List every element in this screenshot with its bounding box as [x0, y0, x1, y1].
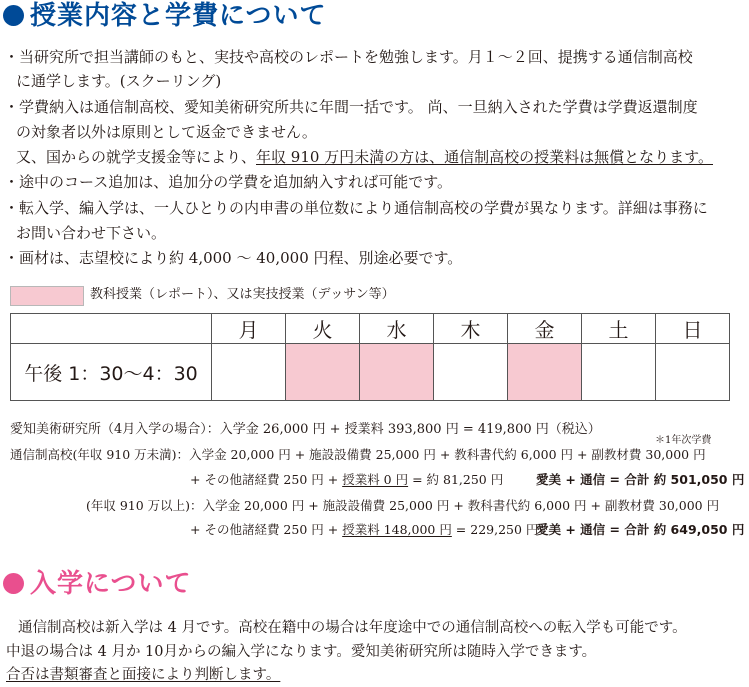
- bullet-line: お問い合わせ下さい。: [16, 224, 167, 242]
- bullet-dot-icon: [3, 573, 24, 594]
- legend-swatch: [10, 286, 84, 306]
- day-cell: [434, 344, 508, 401]
- under-income-fee-line: [10, 446, 706, 464]
- bullet-line: ・学費納入は通信制高校、愛知美術研究所共に年間一括です。 尚、一旦納入された学費は学費返還制度: [4, 98, 698, 116]
- over-income-fee-line: [86, 497, 719, 515]
- day-cell: [360, 344, 434, 401]
- over-income-total: 愛美 + 通信 = 合計 約 649,050 円: [536, 522, 745, 537]
- tuition-amount: 授業料 148,000 円: [342, 522, 452, 537]
- bullet-line: ・途中のコース追加は、追加分の学費を追加納入すれば可能です。: [4, 173, 453, 191]
- schedule-header-row: [11, 314, 730, 344]
- other-fees: + その他諸経費 250 円 +: [190, 522, 343, 537]
- schedule-row: [11, 344, 730, 401]
- under-income-label: 通信制高校(年収 910 万未満)：: [10, 447, 190, 462]
- day-header: 土: [582, 314, 656, 344]
- day-cell: [582, 344, 656, 401]
- support-text: 又、国からの就学支援金等により、: [16, 148, 257, 166]
- schedule-table: [10, 313, 730, 401]
- bullet-line: [16, 146, 713, 168]
- bullet-line: ・画材は、志望校により約 4,000 ～ 40,000 円程、別途必要です。: [4, 249, 463, 267]
- first-year-note: ＊1年次学費: [655, 435, 712, 446]
- day-header: 火: [286, 314, 360, 344]
- day-header: 水: [360, 314, 434, 344]
- day-header: 月: [212, 314, 286, 344]
- other-fees: + その他諸経費 250 円 +: [190, 472, 343, 487]
- section-title: 授業内容と学費について: [30, 1, 327, 31]
- section-heading-fees: [0, 0, 326, 32]
- day-cell: [286, 344, 360, 401]
- bullet-dot-icon: [3, 5, 24, 26]
- section-heading-admission: [0, 568, 191, 600]
- bullet-line: ・当研究所で担当講師のもと、実技や高校のレポートを勉強します。月１～２回、提携する通信制高校: [4, 48, 693, 66]
- over-income-subtotal: [190, 521, 538, 539]
- tuition-free-note: 年収 910 万円未満の方は、通信制高校の授業料は無償となります。: [256, 148, 713, 166]
- over-income-items: 入学金 20,000 円 + 施設設備費 25,000 円 + 教科書代約 6,000 円 + 副教材費 30,000 円: [202, 498, 720, 513]
- tuition-amount: 授業料 0 円: [342, 472, 409, 487]
- day-header: 日: [656, 314, 730, 344]
- under-income-total: 愛美 + 通信 = 合計 約 501,050 円: [536, 472, 745, 487]
- admission-line: 通信制高校は新入学は 4 月です。高校在籍中の場合は年度途中での通信制高校への転入学も可能です。: [18, 620, 687, 636]
- day-header: 金: [508, 314, 582, 344]
- admission-line: 中退の場合は 4 月か 10月からの編入学になります。愛知美術研究所は随時入学できます。: [6, 644, 597, 660]
- subtotal: = 約 81,250 円: [408, 472, 504, 487]
- time-slot: 午後 1：30～4：30: [11, 344, 212, 401]
- subtotal: = 229,250 円: [451, 522, 539, 537]
- bullet-line: ・転入学、編入学は、一人ひとりの内申書の単位数により通信制高校の学費が異なります。詳細は事務に: [4, 199, 708, 217]
- corner-cell: [11, 314, 212, 344]
- legend-label: 教科授業（レポート）、又は実技授業（デッサン等）: [90, 287, 395, 302]
- bullet-line: の対象者以外は原則として返金できません。: [16, 123, 317, 141]
- day-cell: [212, 344, 286, 401]
- bullet-line: に通学します。(スクーリング): [16, 72, 222, 90]
- under-income-items: 入学金 20,000 円 + 施設設備費 25,000 円 + 教科書代約 6,000 円 + 副教材費 30,000 円: [189, 447, 706, 462]
- section-title: 入学について: [30, 569, 192, 599]
- under-income-subtotal: [190, 471, 503, 489]
- day-header: 木: [434, 314, 508, 344]
- over-income-label: (年収 910 万以上)：: [86, 498, 203, 513]
- aichi-fee-line: 愛知美術研究所（4月入学の場合）：入学金 26,000 円 + 授業料 393,800 円 = 419,800 円（税込）: [10, 422, 601, 437]
- admission-line: 合否は書類審査と面接により判断します。: [6, 667, 281, 683]
- day-cell: [656, 344, 730, 401]
- day-cell: [508, 344, 582, 401]
